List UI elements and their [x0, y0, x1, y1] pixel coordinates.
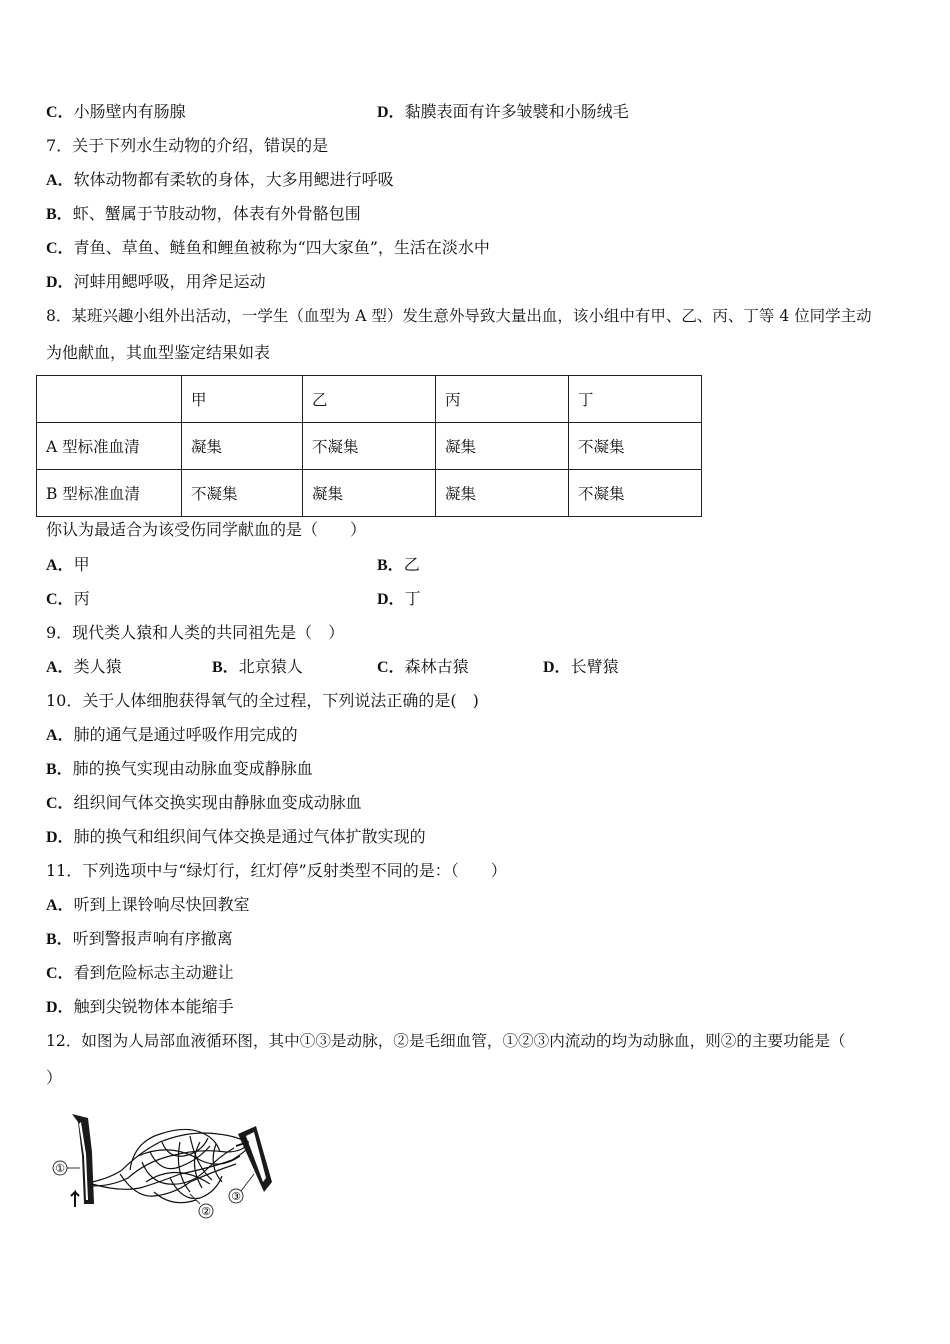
q6-option-d: D．黏膜表面有许多皱襞和小肠绒毛: [377, 102, 629, 121]
q9-option-b: B．北京猿人: [212, 657, 303, 676]
table-header-row: [37, 376, 702, 423]
circulation-diagram: [50, 1112, 280, 1224]
q8-option-c: C．丙: [46, 589, 90, 608]
q7-option-b: B．虾、蟹属于节肢动物，体表有外骨骼包围: [46, 204, 361, 223]
label-1: ①: [55, 1162, 65, 1175]
q8-option-d: D．丁: [377, 589, 421, 608]
q9-stem: 9．现代类人猿和人类的共同祖先是（ ）: [46, 623, 345, 642]
q8-option-b: B．乙: [377, 555, 420, 574]
leader-line: [190, 1194, 200, 1204]
q7-option-d: D．河蚌用鳃呼吸，用斧足运动: [46, 272, 266, 291]
q8-stem-line1: 8．某班兴趣小组外出活动，一学生（血型为 A 型）发生意外导致大量出血，该小组中有甲、乙、丙、丁等 4 位同学主动: [46, 307, 872, 325]
q12-stem-line1: 12．如图为人局部血液循环图，其中①③是动脉，②是毛细血管，①②③内流动的均为动脉血，则②的主要功能是（: [46, 1032, 846, 1050]
q12-stem-line2: ）: [46, 1068, 63, 1087]
q8-question: 你认为最适合为该受伤同学献血的是（ ）: [46, 520, 367, 539]
q8-option-a: A．甲: [46, 555, 90, 574]
q11-option-a: A．听到上课铃响尽快回教室: [46, 895, 250, 914]
blood-type-table: [36, 375, 702, 517]
table-cell: 凝集: [182, 423, 303, 470]
q11-stem: 11．下列选项中与“绿灯行，红灯停”反射类型不同的是：（ ）: [46, 861, 507, 880]
q10-option-a: A．肺的通气是通过呼吸作用完成的: [46, 725, 298, 744]
table-cell: 不凝集: [569, 470, 702, 517]
table-header-jia: 甲: [182, 376, 303, 423]
q11-option-b: B．听到警报声响有序撤离: [46, 929, 233, 948]
q10-option-c: C．组织间气体交换实现由静脉血变成动脉血: [46, 793, 362, 812]
table-cell: 凝集: [436, 470, 569, 517]
table-row-label: B 型标准血清: [37, 470, 182, 517]
label-2: ②: [201, 1205, 211, 1218]
q9-option-a: A．类人猿: [46, 657, 122, 676]
capillary-network: [92, 1129, 248, 1202]
q7-option-c: C．青鱼、草鱼、鲢鱼和鲤鱼被称为“四大家鱼”，生活在淡水中: [46, 238, 490, 257]
table-cell: 凝集: [303, 470, 436, 517]
q9-option-c: C．森林古猿: [377, 657, 469, 676]
q10-option-b: B．肺的换气实现由动脉血变成静脉血: [46, 759, 313, 778]
table-row: [37, 423, 702, 470]
table-cell: 凝集: [436, 423, 569, 470]
table-cell: 不凝集: [569, 423, 702, 470]
table-header-ding: 丁: [569, 376, 702, 423]
arrow-icon: [71, 1192, 79, 1207]
table-row: [37, 470, 702, 517]
leader-line: [241, 1174, 254, 1191]
table-header-bing: 丙: [436, 376, 569, 423]
table-cell: [37, 376, 182, 423]
q10-stem: 10．关于人体细胞获得氧气的全过程，下列说法正确的是( ): [46, 691, 479, 710]
table-cell: 不凝集: [303, 423, 436, 470]
q8-stem-line2: 为他献血，其血型鉴定结果如表: [46, 343, 271, 362]
q7-option-a: A．软体动物都有柔软的身体，大多用鳃进行呼吸: [46, 170, 394, 189]
q7-stem: 7．关于下列水生动物的介绍，错误的是: [46, 136, 329, 155]
table-row-label: A 型标准血清: [37, 423, 182, 470]
q10-option-d: D．肺的换气和组织间气体交换是通过气体扩散实现的: [46, 827, 426, 846]
q11-option-d: D．触到尖锐物体本能缩手: [46, 997, 234, 1016]
table-header-yi: 乙: [303, 376, 436, 423]
q9-option-d: D．长臂猿: [543, 657, 619, 676]
q6-option-c: C．小肠壁内有肠腺: [46, 102, 186, 121]
label-3: ③: [231, 1190, 241, 1203]
table-cell: 不凝集: [182, 470, 303, 517]
q11-option-c: C．看到危险标志主动避让: [46, 963, 234, 982]
